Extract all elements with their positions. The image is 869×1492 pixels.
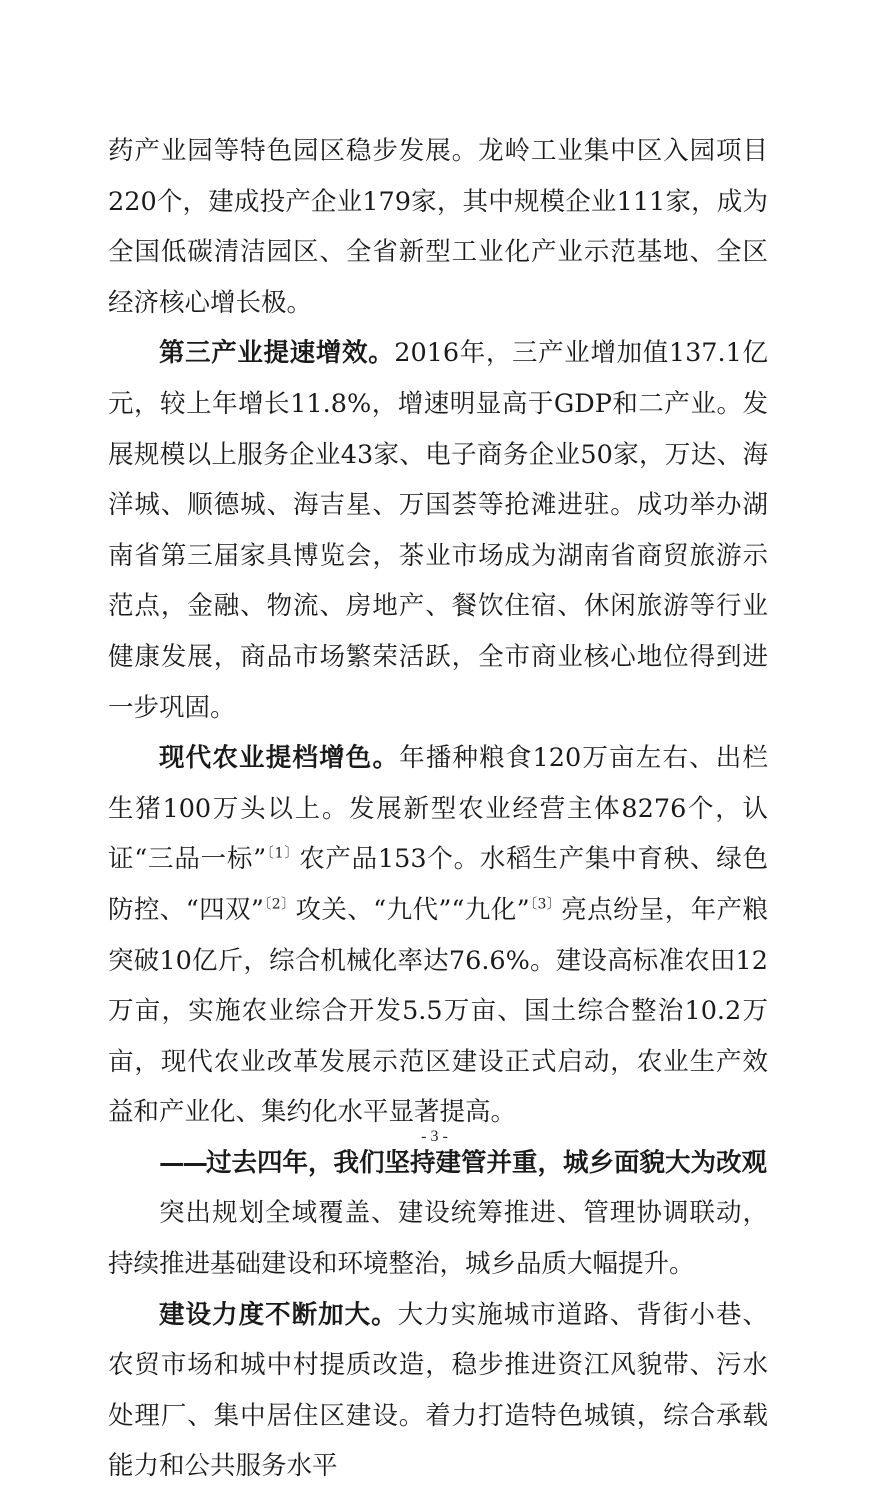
footnote-marker-3[interactable]: 〔3〕 — [529, 896, 562, 913]
paragraph-text: 2016年，三产业增加值137.1亿元，较上年增长11.8%，增速明显高于GDP和二产业。发展规模以上服务企业43家、电子商务企业50家，万达、海洋城、顺德城、海吉星、万国荟等抢滩进驻。成功举办湖南省第三届家具博览会，茶业市场成为湖南省商贸旅游示范点，金融、物流、房地产、餐饮住宿、休闲旅游等行业健康发展，商品市场繁荣活跃，全市商业核心地位得到进一步巩固。 — [108, 338, 768, 723]
paragraph-text: 年播种粮食120万亩左右、出栏生猪100万头以上。发展新型农业经营主体8276个，认证“三品一标” — [108, 743, 768, 875]
footnote-marker-2[interactable]: 〔2〕 — [263, 896, 296, 913]
page-number: - 3 - — [421, 1128, 448, 1145]
paragraph-lead: 现代农业提档增色。 — [159, 743, 400, 774]
page-body — [108, 126, 768, 1492]
paragraph-industrial-park — [108, 126, 768, 328]
paragraph-tertiary-industry — [108, 328, 768, 733]
paragraph-lead: 第三产业提速增效。 — [159, 338, 395, 369]
paragraph-text: 亮点纷呈，年产粮突破10亿斤，综合机械化率达76.6%。建设高标准农田12万亩，实施农业综合开发5.5万亩、国土综合整治10.2万亩，现代农业改革发展示范区建设正式启动，农业生产效益和产业化、集约化水平显著提高。 — [108, 894, 768, 1128]
heading-text: 过去四年，我们坚持建管并重，城乡面貌大为改观 — [206, 1147, 768, 1178]
footnote-marker-1[interactable]: 〔1〕 — [266, 845, 300, 862]
paragraph-construction — [108, 1290, 768, 1492]
paragraph-text: 突出规划全域覆盖、建设统筹推进、管理协调联动，持续推进基础建设和环境整治，城乡品质大幅提升。 — [108, 1198, 768, 1280]
heading-dash: —— — [159, 1147, 206, 1178]
paragraph-text: 大力实施城市道路、背街小巷、农贸市场和城中村提质改造，稳步推进资江风貌带、污水处理厂、集中居住区建设。着力打造特色城镇，综合承载能力和公共服务水平 — [108, 1299, 768, 1482]
paragraph-text: 农产品153个。水稻生产集中育秧、绿色防控、“四双” — [108, 844, 768, 925]
paragraph-urban-rural-intro — [108, 1188, 768, 1289]
paragraph-lead: 建设力度不断加大。 — [159, 1299, 398, 1330]
paragraph-text: 药产业园等特色园区稳步发展。龙岭工业集中区入园项目220个，建成投产企业179家，其中规模企业111家，成为全国低碳清洁园区、全省新型工业化产业示范基地、全区经济核心增长极。 — [108, 136, 768, 318]
paragraph-text: 攻关、“九代”“九化” — [295, 894, 530, 925]
paragraph-modern-agriculture — [108, 733, 768, 1138]
